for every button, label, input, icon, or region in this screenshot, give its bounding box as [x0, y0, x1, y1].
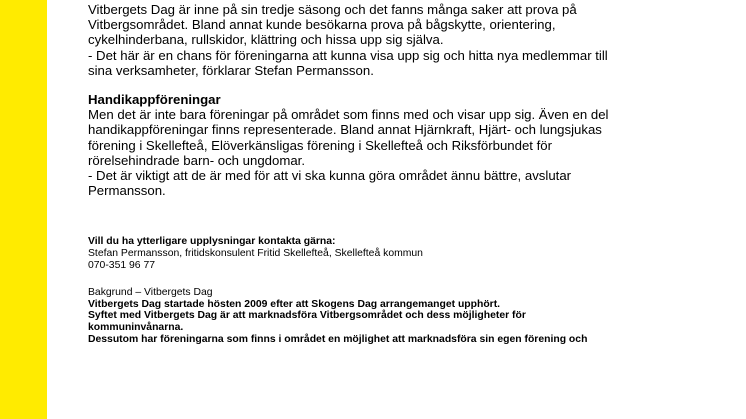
contact-heading: Vill du ha ytterligare upplysningar kontakta gärna:	[88, 236, 336, 248]
contact-phone: 070-351 96 77	[88, 259, 156, 271]
section-heading: Handikappföreningar	[88, 92, 221, 108]
contact-name: Stefan Permansson, fritidskonsulent Fritid Skellefteå, Skellefteå kommun	[88, 248, 423, 260]
intro-line: Vitbergets Dag är inne på sin tredje säsong och det fanns många saker att prova på	[88, 2, 577, 17]
background-line: kommuninvånarna.	[88, 322, 184, 333]
background-line: Dessutom har föreningarna som finns i området en möjlighet att marknadsföra sin egen förening och	[88, 333, 588, 345]
contact-block	[88, 236, 718, 271]
background-line: Syftet med Vitbergets Dag är att marknadsföra Vitbergsområdet och dess möjligheter för	[88, 310, 526, 322]
intro-line: - Det här är en chans för föreningarna att kunna visa upp sig och hitta nya medlemmar till	[88, 47, 608, 63]
yellow-side-bar	[0, 0, 47, 419]
section-line: - Det är viktigt att de är med för att vi ska kunna göra området ännu bättre, avslutar	[88, 168, 572, 184]
section-line: rörelsehindrade barn- och ungdomar.	[88, 152, 305, 168]
document-body	[88, 0, 718, 345]
section-line: Men det är inte bara föreningar på området som finns med och visar upp sig. Även en del	[88, 107, 609, 123]
intro-line: Vitbergsområdet. Bland annat kunde besökarna prova på bågskytte, orientering,	[88, 17, 556, 33]
section-line: Permansson.	[88, 183, 166, 199]
handicap-section	[88, 92, 718, 198]
intro-paragraph	[88, 2, 718, 78]
background-label: Bakgrund – Vitbergets Dag	[88, 287, 213, 299]
background-line: Vitbergets Dag startade hösten 2009 efter att Skogens Dag arrangemanget upphört.	[88, 298, 501, 310]
section-line: förening i Skellefteå, Elöverkänsligas förening i Skellefteå och Riksförbundet för	[88, 137, 553, 153]
intro-line: sina verksamheter, förklarar Stefan Permansson.	[88, 62, 374, 78]
intro-line: cykelhinderbana, rullskidor, klättring och hissa upp sig själva.	[88, 32, 444, 48]
background-block	[88, 287, 718, 345]
section-line: handikappföreningar finns representerade. Bland annat Hjärnkraft, Hjärt- och lungsjukas	[88, 122, 602, 138]
